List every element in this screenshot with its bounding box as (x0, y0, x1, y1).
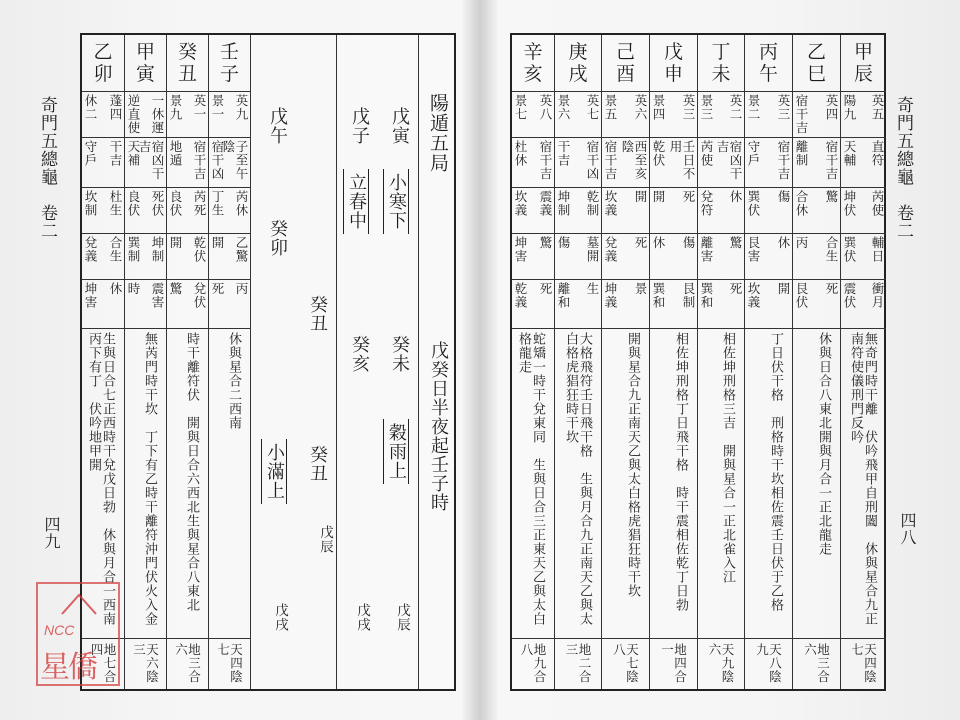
cell: 震害 時 (125, 279, 166, 329)
right-page (482, 0, 960, 720)
cell: 艮制 巽和 (650, 279, 697, 329)
column-text: 丁日伏干格 刑格時干坎相佐震壬日伏于乙格 (768, 332, 783, 612)
column-text: 開與星合九正南天乙與太白格虎猖狂時干坎 (625, 332, 640, 598)
cell: 兌伏 驚 (167, 279, 208, 329)
column-dingwei (697, 35, 744, 689)
cell: 輔日 巽伏 (841, 233, 886, 280)
column-header: 乙 卯 (82, 35, 124, 92)
column-footer: 地七合四 (82, 638, 124, 689)
cell: 一休運 逆直使 (125, 91, 166, 138)
cell: 驚 坤害 (512, 233, 554, 280)
cell: 英三 景四 (650, 91, 697, 138)
cell: 傷 巽伏 (745, 187, 792, 234)
cell: 英四 宿干吉 (793, 91, 840, 138)
cell: 英一 景九 (167, 91, 208, 138)
column-footer: 地四合一 (650, 638, 697, 689)
right-running-title: 奇門五總龜 卷二 (893, 96, 913, 240)
column-footer: 地九合八 (512, 638, 554, 689)
cell: 震義 坎義 (512, 187, 554, 234)
column-header: 癸 丑 (167, 35, 208, 92)
column-header: 戊 申 (650, 35, 697, 92)
cell: 乙驚 開 (209, 233, 250, 280)
column-header: 壬 子 (209, 35, 250, 92)
column-header: 庚 戌 (555, 35, 601, 92)
solar-term-box: 小滿上 (261, 439, 287, 504)
solar-term-box: 小寒下 (383, 169, 409, 234)
left-table (80, 33, 456, 691)
cell: 英七 景六 (555, 91, 601, 138)
column-jiyou (601, 35, 649, 689)
cell: 傷 休 (650, 233, 697, 280)
ganzhi-column-3: 癸丑 癸丑 戊辰 (307, 295, 333, 554)
column-text: 無芮門時干坎 丁下有乙時干離符沖門伏火入金 (142, 332, 157, 626)
cell: 西至亥陰 宿干吉 (602, 137, 649, 188)
heading-column (418, 35, 456, 689)
column-text: 無奇門時干離 伏吟飛甲自刑闔 休與星合九正南符使儀刑門反吟 (848, 332, 877, 626)
column-text: 相佐坤刑格丁日飛干格 時干震相佐乾丁日勃 (673, 332, 688, 612)
night-title: 戊癸日半夜起壬子時 (428, 341, 449, 512)
column-header: 甲 辰 (841, 35, 886, 92)
ncc-seal-stamp: NCC 星僑 (36, 582, 120, 686)
column-footer: 地三合六 (167, 638, 208, 689)
column-header: 丁 未 (698, 35, 744, 92)
column-header: 丙 午 (745, 35, 792, 92)
cell: 子至午陰 宿干凶 (209, 137, 250, 188)
cell: 芮使 坤伏 (841, 187, 886, 234)
cell: 死伏 良伏 (125, 187, 166, 234)
cell: 坤制 巽制 (125, 233, 166, 280)
cell: 英三 景二 (745, 91, 792, 138)
column-renzi (208, 35, 250, 689)
cell: 開 坎義 (602, 187, 649, 234)
right-page-number: 四八 (898, 512, 917, 546)
cell: 宿干吉 離制 (793, 137, 840, 188)
cell: 丙 死 (209, 279, 250, 329)
cell: 宿干凶 干吉 (555, 137, 601, 188)
cell: 合生 丙 (793, 233, 840, 280)
column-jiachen (840, 35, 886, 689)
cell: 干吉 守戶 (82, 137, 124, 188)
column-wushen (649, 35, 697, 689)
column-text: 相佐坤刑格三吉 開與星合一正北雀入江 (720, 332, 735, 584)
cell: 乾伏 開 (167, 233, 208, 280)
solar-term-box: 穀雨上 (383, 419, 409, 484)
cell: 杜生 坎制 (82, 187, 124, 234)
column-header: 己 酉 (602, 35, 649, 92)
cell: 宿凶干吉 芮使 (698, 137, 744, 188)
cell: 壬日不用 乾伏 (650, 137, 697, 188)
cell: 英二 景三 (698, 91, 744, 138)
cell: 宿干吉 地遁 (167, 137, 208, 188)
column-text: 休與星合二西南 (226, 332, 241, 430)
cell: 宿凶干吉 天補 (125, 137, 166, 188)
column-text: 時干離符伏 開與日合六西北生與星合八東北 (184, 332, 199, 612)
ganzhi-column-2: 戊子 立春中 癸亥 戊戌 (336, 35, 378, 689)
cell: 休 艮害 (745, 233, 792, 280)
cell: 英六 景五 (602, 91, 649, 138)
column-text: 蛇矯一時干兌東同 生與日合三正東天乙與太白格龍走 (516, 332, 545, 626)
cell: 芮死 良伏 (167, 187, 208, 234)
column-footer: 天九陰六 (698, 638, 744, 689)
column-gengxu (554, 35, 601, 689)
column-text: 大格飛符壬日飛干格 生與月合九正南天乙與太白格虎猖狂時干坎 (563, 332, 592, 626)
ganzhi-column-1: 戊寅 小寒下 癸未 穀雨上 戊辰 (378, 35, 418, 689)
column-footer: 天八陰九 (745, 638, 792, 689)
cell: 衝月 震伏 (841, 279, 886, 329)
right-table (510, 33, 886, 691)
column-footer: 天七陰八 (602, 638, 649, 689)
left-page (0, 0, 478, 720)
left-page-number: 四九 (42, 516, 61, 550)
column-bingwu (744, 35, 792, 689)
cell: 驚 合休 (793, 187, 840, 234)
column-header: 甲 寅 (125, 35, 166, 92)
ganzhi-column-4: 戊午 癸卯 小滿上 戊戌 (250, 35, 296, 689)
cell: 休 坤害 (82, 279, 124, 329)
cell: 驚 離害 (698, 233, 744, 280)
section-heading: 陽遁五局 (427, 93, 449, 173)
column-header: 乙 巳 (793, 35, 840, 92)
cell: 死 兌義 (602, 233, 649, 280)
column-footer: 地二合三 (555, 638, 601, 689)
cell: 英五 陽九 (841, 91, 886, 138)
cell: 英八 景七 (512, 91, 554, 138)
cell: 景 坤義 (602, 279, 649, 329)
column-header: 辛 亥 (512, 35, 554, 92)
cell: 直符 天輔 (841, 137, 886, 188)
column-footer: 地三合六 (793, 638, 840, 689)
cell: 合生 兌義 (82, 233, 124, 280)
left-running-title: 奇門五總龜 卷二 (37, 96, 57, 240)
column-text: 生與日合七正西時干兌戊日勃 休與月合一西南丙下有丁 伏吟地甲開 (86, 332, 115, 626)
cell: 死 巽和 (698, 279, 744, 329)
cell: 宿干吉 守戶 (745, 137, 792, 188)
cell: 開 坎義 (745, 279, 792, 329)
column-footer: 天四陰七 (209, 638, 250, 689)
column-footer: 天六陰三 (125, 638, 166, 689)
column-xinhai (512, 35, 554, 689)
cell: 死 乾義 (512, 279, 554, 329)
column-text: 休與日合八東北開與月合一正北龍走 (816, 332, 831, 556)
cell: 墓開 傷 (555, 233, 601, 280)
cell: 蓬四 休二 (82, 91, 124, 138)
solar-term-box: 立春中 (343, 169, 369, 234)
cell: 宿干吉 杜休 (512, 137, 554, 188)
cell: 死 艮伏 (793, 279, 840, 329)
cell: 乾制 坤制 (555, 187, 601, 234)
cell: 生 離和 (555, 279, 601, 329)
column-guichou (166, 35, 208, 689)
column-jiayin (124, 35, 166, 689)
cell: 英九 景一 (209, 91, 250, 138)
column-yisi (792, 35, 840, 689)
cell: 死 開 (650, 187, 697, 234)
column-footer: 天四陰七 (841, 638, 886, 689)
cell: 芮休 丁生 (209, 187, 250, 234)
cell: 休 兌符 (698, 187, 744, 234)
